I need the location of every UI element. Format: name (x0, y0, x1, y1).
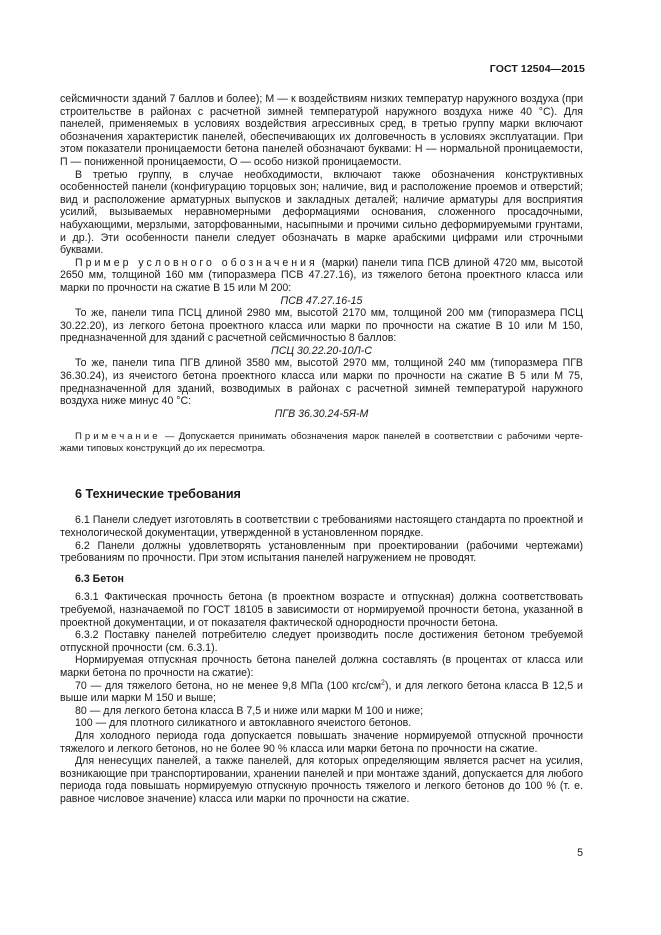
example-3: То же, панели типа ПГВ длиной 3580 мм, высотой 2970 мм, толщиной 240 мм (типоразмера ПГВ 36.30.24), из ячеистого бетона проектного класса или марки по прочности на сжатие В 5 или М 75, предназначенной для зданий, возводимых в районах с расчетной зимней температурой наружного воздуха ниже минус 40 °С: (60, 357, 583, 408)
page-number: 5 (577, 847, 583, 859)
example-2-mark: ПСЦ 30.22.20-10Л-С (271, 344, 372, 357)
section-6-title: 6 Технические требования (75, 487, 241, 502)
superscript: 2 (381, 679, 385, 687)
note (60, 431, 583, 455)
clause-6-3-2: 6.3.2 Поставку панелей потребителю следует производить после достижения бетоном требуемой отпускной прочности (см. 6.3.1). (60, 629, 583, 654)
paragraph-seismic: сейсмичности зданий 7 баллов и более); М — к воздействиям низких температур наружного воздуха (при строительстве в районах с расчетной зимней температурой наружного воздуха ниже 40 °С). Для панелей, применяемых в условиях воздействия агрессивных сред, в третью группу марки включают обозначения характеристик панелей, обеспечивающих их долговечность в условиях эксплуатации. При этом показатели проницаемости бетона панелей обозначают буквами: Н — нормальной проницаемости, П — пониженной проницаемости, О — особо низкой проницаемости. (60, 93, 583, 168)
note-text: — Допускается принимать обозначения марок панелей в соответствии с рабочими черте-жами типовых конструкций до их пересмотра. (60, 431, 583, 455)
example-3-mark: ПГВ 36.30.24-5Я-М (274, 407, 369, 420)
list-item-80: 80 — для легкого бетона класса В 7,5 и ниже или марки М 100 и ниже; (75, 704, 424, 717)
subsection-6-3-title: 6.3 Бетон (75, 572, 124, 585)
clause-6-1: 6.1 Панели следует изготовлять в соответствии с требованиями настоящего стандарта по проектной и технологической документации, утвержденной в установленном порядке. (60, 514, 583, 540)
document-code: ГОСТ 12504—2015 (489, 63, 585, 75)
list-item-70 (60, 680, 583, 705)
example-1 (60, 257, 583, 295)
paragraph-non-bearing: Для ненесущих панелей, а также панелей, для которых определяющим является расчет на усилия, возникающие при транспортировании, хранении панелей и при монтаже зданий, допускается для любого периода года повышать нормируемую отпускную прочность тяжелого и легкого бетонов до 100 % (т. е. равное числовое значение) класса или марки по прочности на сжатие. (60, 755, 583, 805)
example-1-text: (марки) панели типа ПСВ длиной 4720 мм, высотой 2650 мм, толщиной 160 мм (типоразмера ПСВ 47.27.16), из тяжелого бетона проектного класса или марки по прочности на сжатие В 15 или М 200: (60, 256, 583, 294)
list-item-100: 100 — для плотного силикатного и автоклавного ячеистого бетонов. (75, 717, 412, 730)
note-label: Примечание (75, 431, 161, 443)
clause-6-3-1: 6.3.1 Фактическая прочность бетона (в проектном возрасте и отпускная) должна соответствовать требуемой, назначаемой по ГОСТ 18105 в зависимости от нормируемой прочности бетона, указанной в проектной документации, и от показателя фактической однородности прочности бетона. (60, 591, 583, 629)
list-item-70-part1: 70 — для тяжелого бетона, но не менее 9,8 МПа (100 кгс/см (75, 679, 382, 692)
paragraph-cold-period: Для холодного периода года допускается повышать значение нормируемой отпускной прочности тяжелого и легкого бетонов, но не более 90 % класса или марки бетона по прочности на сжатие. (60, 729, 583, 755)
example-1-mark: ПСВ 47.27.16-15 (280, 294, 363, 307)
example-label: Пример условного обозначения (75, 256, 318, 269)
example-2: То же, панели типа ПСЦ длиной 2980 мм, высотой 2170 мм, толщиной 200 мм (типоразмера ПСЦ 30.22.20), из легкого бетона проектного класса или марки по прочности на сжатие В 10 или М 150, предназначенной для зданий с расчетной сейсмичностью 8 баллов: (60, 307, 583, 345)
clause-6-2: 6.2 Панели должны удовлетворять установленным при проектировании (рабочими чертежами) требованиям по прочности. При этом испытания панелей нагружением не проводят. (60, 539, 583, 565)
page-body (60, 93, 583, 806)
paragraph-normative-strength: Нормируемая отпускная прочность бетона панелей должна составлять (в процентах от класса или марки бетона по прочности на сжатие): (60, 654, 583, 679)
list-item-70-part2: ), и для легкого бетона класса В 12,5 и выше или марки М 150 и выше; (60, 679, 583, 705)
paragraph-third-group: В третью группу, в случае необходимости, включают также обозначения конструктивных особенностей панели (конфигурацию торцовых зон; наличие, вид и расположение проемов и отверстий; вид и расположение арматурных выпусков и закладных деталей; наличие арматуры для восприятия усилий, вызываемых неравномерными деформациями основания, сложенного просадочными, набухающими, мерзлыми, заторфованными, насыпными и прочими сильно деформируемыми грунтами, и др.). Эти особенности панели следует обозначать в марке арабскими цифрами или строчными буквами. (60, 168, 583, 257)
